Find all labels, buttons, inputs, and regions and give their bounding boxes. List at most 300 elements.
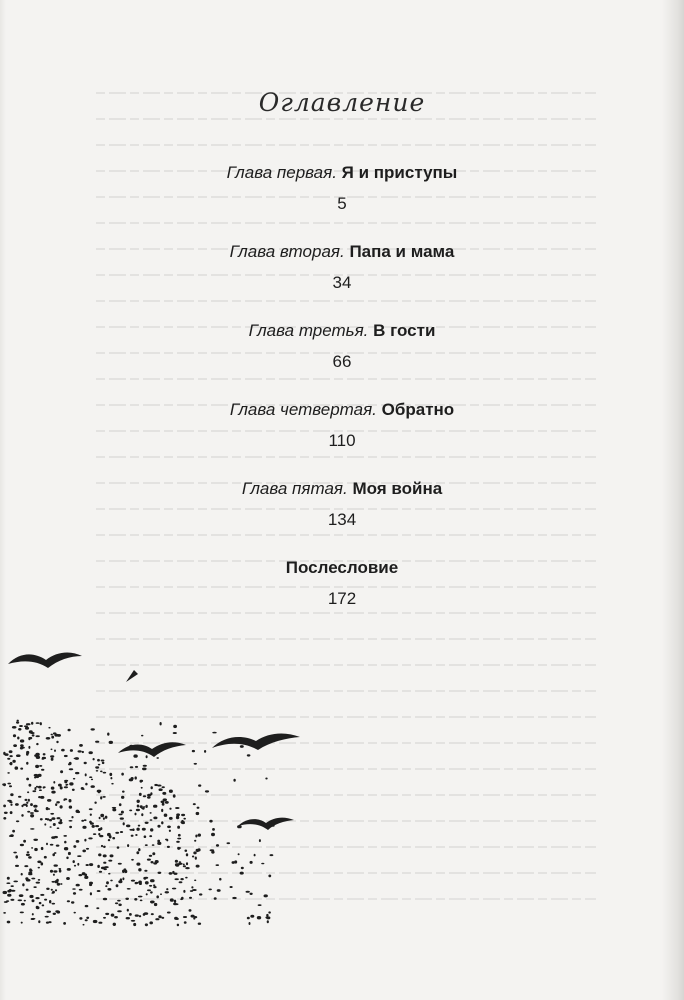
flock-dot <box>135 766 138 768</box>
flock-dot <box>254 854 256 857</box>
flock-dot <box>135 813 137 816</box>
flock-dot <box>26 889 29 891</box>
toc-heading: Оглавление <box>258 88 426 117</box>
flock-dot <box>38 879 41 881</box>
flock-dot <box>135 914 139 916</box>
flock-dot <box>118 814 122 816</box>
flock-dot <box>143 877 146 880</box>
flock-dot <box>169 872 173 875</box>
flock-dot <box>7 783 11 785</box>
flock-dot <box>192 856 194 858</box>
flock-dot <box>69 762 72 765</box>
flock-dot <box>99 871 102 873</box>
flock-dot <box>114 916 118 918</box>
flock-dot <box>108 860 112 862</box>
flock-dot <box>193 851 196 854</box>
flock-dot <box>10 804 12 806</box>
flock-dot <box>191 915 195 918</box>
toc-entry-title <box>0 241 684 263</box>
flock-dot <box>150 879 155 882</box>
flock-dot <box>77 855 81 857</box>
flock-dot <box>183 818 186 820</box>
flock-dot <box>111 783 113 785</box>
flock-dot <box>127 888 131 890</box>
flock-dot <box>211 833 215 836</box>
flock-dot <box>30 812 34 814</box>
flock-dot <box>92 825 95 828</box>
flock-dot <box>56 741 58 743</box>
flock-dot <box>54 750 56 752</box>
flock-dot <box>129 913 132 916</box>
flock-dot <box>2 783 6 785</box>
flock-dot <box>36 786 38 788</box>
flock-dot <box>9 785 12 787</box>
flock-dot <box>230 886 233 888</box>
flock-dot <box>164 814 168 817</box>
flock-dot <box>119 803 122 806</box>
flock-dot <box>158 915 161 918</box>
flock-dot <box>69 768 73 770</box>
flock-dot <box>21 873 23 876</box>
flock-dot <box>57 734 61 737</box>
flock-dot <box>240 872 244 875</box>
flock-dot <box>75 772 79 774</box>
toc-entry-title <box>0 320 684 342</box>
flock-dot <box>21 747 25 749</box>
flock-dot <box>265 778 267 780</box>
flock-dot <box>37 861 41 864</box>
flock-dot <box>97 890 101 892</box>
bird-icon <box>118 742 186 757</box>
flock-dot <box>51 749 53 751</box>
flock-dot <box>266 914 268 917</box>
flock-dot <box>157 825 160 828</box>
flock-dot <box>111 914 115 917</box>
flock-dot <box>209 889 212 891</box>
flock-dot <box>9 763 11 765</box>
flock-dot <box>103 772 107 774</box>
flock-dot <box>178 834 181 837</box>
flock-dot <box>161 821 163 824</box>
flock-dot <box>144 870 147 872</box>
flock-dot <box>172 888 176 890</box>
flock-dot <box>145 923 148 926</box>
toc-entry-name: В гости <box>373 321 436 340</box>
flock-dot <box>139 915 141 917</box>
flock-dot <box>51 817 55 820</box>
flock-dot <box>69 820 73 822</box>
flock-dot <box>27 811 30 813</box>
flock-dot <box>44 856 47 859</box>
bird-icon <box>8 653 82 668</box>
flock-dot <box>7 921 11 924</box>
flock-dot <box>68 852 71 855</box>
flock-dot <box>135 776 137 779</box>
flock-dot <box>46 843 48 846</box>
flock-dot <box>46 807 49 810</box>
flock-dot <box>162 792 166 795</box>
flock-dot <box>196 865 200 868</box>
flock-dot <box>50 844 54 846</box>
flock-dot <box>56 845 60 847</box>
flock-dot <box>141 813 143 816</box>
flock-dot <box>104 868 107 870</box>
flock-dot <box>137 805 140 808</box>
flock-dot <box>120 880 123 882</box>
flock-dot <box>35 897 39 899</box>
toc-entry-prefix: Глава четвертая. <box>229 400 377 419</box>
flock-dot <box>96 770 99 772</box>
flock-dot <box>3 817 6 820</box>
flock-dot <box>18 728 21 731</box>
flock-dot <box>76 840 80 843</box>
flock-dot <box>120 831 123 833</box>
flock-dot <box>93 920 98 923</box>
flock-dot <box>89 808 93 810</box>
flock-dot <box>159 788 163 791</box>
flock-dot <box>20 912 24 914</box>
flock-dot <box>181 822 185 824</box>
flock-dot <box>86 848 89 850</box>
toc-entry-prefix: Глава пятая. <box>241 479 348 498</box>
flock-dot <box>142 828 146 831</box>
flock-dot <box>149 855 152 857</box>
flock-dot <box>240 745 244 748</box>
flock-dot <box>7 758 10 760</box>
flock-dot <box>44 899 47 901</box>
flock-dot <box>186 862 188 865</box>
flock-dot <box>45 818 48 820</box>
flock-dot <box>216 864 220 866</box>
flock-dot <box>121 796 124 799</box>
flock-dot <box>131 859 134 861</box>
flock-dot <box>10 793 13 796</box>
flock-dot <box>31 878 35 880</box>
flock-dot <box>17 720 19 722</box>
flock-dot <box>86 917 89 919</box>
flock-dot <box>160 893 162 895</box>
flock-dot <box>25 727 29 730</box>
flock-dot <box>30 828 34 830</box>
flock-dot <box>95 741 99 743</box>
toc-entry-prefix: Глава первая. <box>226 163 337 182</box>
flock-dot <box>97 759 100 762</box>
flock-dot <box>138 825 140 827</box>
flock-dot <box>133 923 136 926</box>
toc-entry-title <box>0 162 684 184</box>
flock-dot <box>153 884 155 886</box>
flock-dot <box>173 725 177 728</box>
flock-dot <box>40 894 44 896</box>
flock-dot <box>157 842 161 845</box>
flock-dot <box>91 785 95 788</box>
flock-dot <box>108 873 110 875</box>
flock-dot <box>23 804 28 806</box>
flock-dot <box>175 918 178 920</box>
flock-dot <box>53 732 57 734</box>
flock-dot <box>150 901 155 904</box>
flock-dot <box>136 863 140 866</box>
flock-dot <box>169 790 173 793</box>
flock-dot <box>64 841 66 844</box>
flock-dot <box>65 784 67 786</box>
flock-dot <box>29 730 33 733</box>
flock-dot <box>51 892 54 894</box>
flock-dot <box>35 753 39 756</box>
flock-dot <box>13 852 17 854</box>
flock-dot <box>143 795 146 797</box>
flock-dot <box>105 913 109 915</box>
flock-dot <box>141 787 143 789</box>
flock-dot <box>93 758 95 760</box>
flock-dot <box>38 867 40 869</box>
toc-entry-name: Обратно <box>381 400 455 419</box>
flock-dot <box>186 853 188 856</box>
flock-dot <box>113 923 116 926</box>
flock-dot <box>136 809 140 811</box>
flock-dot <box>32 790 36 792</box>
flock-dot <box>141 735 143 737</box>
flock-dot <box>151 786 153 789</box>
flock-dot <box>69 826 72 828</box>
flock-dot <box>131 920 135 922</box>
flock-dot <box>103 862 106 864</box>
flock-dot <box>153 817 157 820</box>
flock-dot <box>100 827 102 830</box>
flock-dot <box>44 823 46 825</box>
flock-dot <box>10 811 13 814</box>
flock-dot <box>61 749 65 752</box>
flock-dot <box>140 900 143 902</box>
flock-dot <box>53 781 55 784</box>
flock-dot <box>69 806 72 809</box>
flock-dot <box>112 807 116 809</box>
flock-dot <box>67 900 70 902</box>
flock-dot <box>58 784 62 787</box>
flock-dot <box>52 903 56 905</box>
flock-dot <box>249 922 251 925</box>
flock-dot <box>39 765 42 767</box>
flock-dot <box>50 755 54 757</box>
flock-dot <box>106 881 109 884</box>
flock-dot <box>205 790 209 792</box>
flock-dot <box>233 779 235 782</box>
flock-dot <box>268 875 271 878</box>
flock-dot <box>146 755 148 758</box>
flock-dot <box>63 835 67 837</box>
flock-dot <box>95 766 99 768</box>
flock-dot <box>181 814 185 816</box>
flock-dot <box>20 768 23 770</box>
bird-icon <box>238 818 294 830</box>
toc-entry-name: Моя война <box>352 479 443 498</box>
flock-dot <box>84 819 87 821</box>
flock-dot <box>36 756 40 759</box>
flock-dot <box>161 917 164 919</box>
bird-icon <box>126 670 138 682</box>
flock-dot <box>190 890 193 892</box>
flock-dot <box>183 890 185 893</box>
flock-dot <box>107 833 111 836</box>
flock-dot <box>66 877 70 880</box>
flock-dot <box>180 878 183 880</box>
flock-dot <box>45 916 49 918</box>
flock-dot <box>94 802 96 804</box>
flock-dot <box>60 786 63 789</box>
toc-entry-5[interactable] <box>0 478 684 557</box>
flock-dot <box>43 786 46 788</box>
flock-dot <box>134 898 137 901</box>
flock-dot <box>154 903 157 906</box>
flock-dot <box>193 917 195 919</box>
flock-dot <box>79 744 83 747</box>
flock-dot <box>15 865 19 867</box>
flock-dot <box>82 751 84 753</box>
flock-dot <box>217 889 221 892</box>
flock-dot <box>115 902 118 904</box>
flock-dot <box>26 802 28 804</box>
flock-dot <box>107 733 109 736</box>
flock-dot <box>79 889 83 891</box>
flock-dot <box>169 817 173 820</box>
flock-dot <box>177 863 181 865</box>
flock-dot <box>161 801 165 804</box>
flock-dot <box>51 791 55 794</box>
flock-dot <box>196 812 200 815</box>
flock-dot <box>27 791 29 793</box>
flock-dot <box>12 760 15 763</box>
flock-dot <box>177 924 179 927</box>
flock-dot <box>259 839 261 842</box>
flock-dot <box>63 922 66 925</box>
toc-entry-name: Папа и мама <box>349 242 455 261</box>
flock-dot <box>57 817 61 819</box>
flock-dot <box>107 888 111 891</box>
flock-dot <box>162 803 165 806</box>
table-of-contents <box>0 162 684 636</box>
flock-dot <box>158 872 162 874</box>
flock-dot <box>46 922 49 924</box>
flock-dot <box>49 819 52 821</box>
flock-dot <box>145 881 149 884</box>
toc-entry-3[interactable] <box>0 320 684 399</box>
flock-dot <box>194 763 197 765</box>
flock-dot <box>42 757 46 759</box>
flock-dot <box>117 846 120 848</box>
flock-dot <box>268 911 271 913</box>
flock-dot <box>132 828 134 831</box>
toc-entry-4[interactable] <box>0 399 684 478</box>
flock-dot <box>52 881 55 883</box>
flock-dot <box>68 729 71 732</box>
flock-dot <box>214 897 217 900</box>
flock-dot <box>133 754 137 757</box>
flock-dot <box>234 860 237 863</box>
flock-dot <box>185 850 188 852</box>
flock-dot <box>147 859 151 861</box>
flock-dot <box>154 784 158 786</box>
flock-dot <box>152 844 155 846</box>
flock-dot <box>197 807 200 809</box>
flock-dot <box>138 881 142 884</box>
flock-dot <box>144 835 147 838</box>
flock-dot <box>105 885 107 887</box>
flock-dot <box>51 736 54 739</box>
flock-dot <box>90 814 92 816</box>
flock-dot <box>64 780 67 783</box>
flock-dot <box>153 886 156 888</box>
flock-dot <box>53 874 55 876</box>
flock-dot <box>26 723 31 725</box>
flock-dot <box>126 917 130 919</box>
flock-dot <box>73 778 75 780</box>
flock-dot <box>16 721 19 723</box>
flock-dot <box>30 803 33 806</box>
flock-dot <box>20 744 24 747</box>
flock-dot <box>72 888 76 890</box>
flock-dot <box>110 880 113 882</box>
flock-dot <box>103 898 107 901</box>
flock-dot <box>23 840 26 843</box>
flock-dot <box>177 838 181 840</box>
flock-dot <box>30 814 34 817</box>
toc-entry-afterword[interactable] <box>0 557 684 636</box>
flock-dot <box>166 888 168 890</box>
flock-dot <box>122 877 124 880</box>
flock-dot <box>25 877 28 880</box>
flock-dot <box>131 777 134 780</box>
flock-dot <box>147 889 151 891</box>
flock-dot <box>227 842 231 844</box>
flock-dot <box>103 846 106 848</box>
flock-dot <box>13 881 18 883</box>
flock-dot <box>100 814 104 817</box>
flock-dot <box>97 790 102 793</box>
flock-dot <box>101 760 105 762</box>
flock-dot <box>199 893 202 895</box>
flock-dot <box>33 839 38 841</box>
flock-dot <box>57 883 60 886</box>
flock-dot <box>174 900 176 903</box>
flock-dot <box>250 915 254 918</box>
flock-dot <box>85 905 89 907</box>
flock-dot <box>138 896 143 898</box>
flock-dot <box>7 890 11 893</box>
flock-dot <box>36 722 40 724</box>
flock-dot <box>184 921 187 924</box>
flock-dot <box>101 845 103 847</box>
toc-entry-2[interactable] <box>0 241 684 320</box>
flock-dot <box>127 909 129 912</box>
flock-dot <box>39 902 42 904</box>
flock-dot <box>176 813 180 816</box>
flock-dot <box>51 734 53 736</box>
flock-dot <box>103 854 107 857</box>
flock-dot <box>7 877 10 880</box>
flock-dot <box>98 764 100 766</box>
flock-dot <box>47 799 51 802</box>
toc-entry-1[interactable] <box>0 162 684 241</box>
flock-dot <box>109 741 113 744</box>
flock-dot <box>198 834 201 837</box>
flock-dot <box>6 882 10 884</box>
flock-dot <box>13 744 17 747</box>
flock-dot <box>121 773 124 776</box>
toc-entry-page: 110 <box>328 431 356 450</box>
flock-dot <box>46 888 49 890</box>
flock-dot <box>140 780 143 783</box>
flock-dot <box>31 847 33 849</box>
